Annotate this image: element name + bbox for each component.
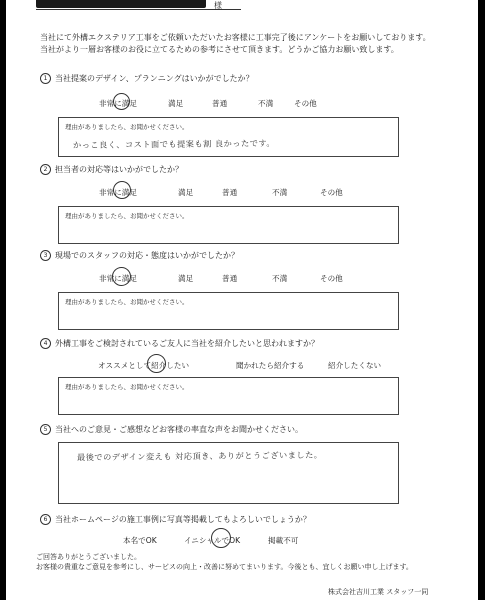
q6-option-initials[interactable]: イニシャルでOK bbox=[184, 536, 241, 545]
q2-option-very-satisfied[interactable]: 非常に満足 bbox=[99, 188, 137, 197]
q1-option-other[interactable]: その他 bbox=[294, 99, 317, 108]
question-text: 当社へのご意見・ご感想などお客様の率直な声をお聞かせください。 bbox=[55, 425, 303, 434]
question-4 bbox=[40, 338, 319, 349]
question-text: 当社提案のデザイン、プランニングはいかがでしたか？ bbox=[55, 74, 254, 83]
intro-line-1: 当社にて外構エクステリア工事をご依頼いただいたお客様に工事完了後にアンケートをお願いしております。 bbox=[40, 33, 431, 42]
q3-reason-box[interactable] bbox=[58, 292, 399, 330]
q5-handwritten-answer: 最後でのデザイン変えも 対応頂き、ありがとうございました。 bbox=[76, 449, 323, 463]
question-text: 外構工事をご検討されているご友人に当社を紹介したいと思われますか？ bbox=[55, 339, 319, 348]
question-6 bbox=[40, 514, 311, 525]
question-1 bbox=[40, 73, 254, 84]
q3-option-average[interactable]: 普通 bbox=[222, 274, 238, 283]
q3-option-dissatisfied[interactable]: 不満 bbox=[272, 274, 288, 283]
reason-label: 理由がありましたら、お聞かせください。 bbox=[65, 212, 189, 220]
q3-option-other[interactable]: その他 bbox=[320, 274, 343, 283]
q2-option-other[interactable]: その他 bbox=[320, 188, 343, 197]
question-text: 現場でのスタッフの対応・態度はいかがでしたか？ bbox=[55, 251, 239, 260]
q3-option-satisfied[interactable]: 満足 bbox=[178, 274, 194, 283]
question-text: 当社ホームページの施工事例に写真等掲載してもよろしいでしょうか？ bbox=[55, 515, 311, 524]
footer-thanks: ご回答ありがとうございました。 bbox=[36, 553, 141, 561]
footer-message: お客様の貴重なご意見を参考にし、サービスの向上・改善に努めてまいります。今後とも、宜しくお願い申し上げます。 bbox=[36, 563, 413, 571]
customer-name-line bbox=[36, 9, 241, 10]
q2-option-average[interactable]: 普通 bbox=[222, 188, 238, 197]
q2-option-dissatisfied[interactable]: 不満 bbox=[272, 188, 288, 197]
q1-option-very-satisfied[interactable]: 非常に満足 bbox=[99, 99, 137, 108]
q1-reason-box[interactable] bbox=[58, 117, 399, 157]
question-3 bbox=[40, 250, 239, 261]
q1-selection-mark bbox=[113, 93, 130, 110]
question-number: 1 bbox=[40, 73, 51, 84]
q4-option-recommend[interactable]: オススメとして紹介したい bbox=[98, 361, 190, 370]
intro-line-2: 当社がより一層お客様のお役に立てるための参考にさせて頂きます。どうかご協力お願い致します。 bbox=[40, 45, 399, 54]
company-signature: 株式会社吉川工業 スタッフ一同 bbox=[328, 588, 429, 596]
q2-option-satisfied[interactable]: 満足 bbox=[178, 188, 194, 197]
q1-handwritten-answer: かっこ良く、コスト面でも提案も割 良かったです。 bbox=[72, 137, 276, 151]
q2-selection-mark bbox=[113, 181, 131, 199]
q5-comment-box[interactable] bbox=[58, 442, 399, 504]
reason-label: 理由がありましたら、お聞かせください。 bbox=[65, 123, 189, 131]
question-number: 6 bbox=[40, 514, 51, 525]
q2-reason-box[interactable] bbox=[58, 206, 399, 244]
question-number: 2 bbox=[40, 164, 51, 175]
customer-name-redacted bbox=[36, 0, 206, 8]
q3-selection-mark bbox=[112, 267, 131, 286]
question-text: 担当者の対応等はいかがでしたか？ bbox=[55, 165, 183, 174]
q4-selection-mark bbox=[147, 354, 166, 373]
q1-option-satisfied[interactable]: 満足 bbox=[168, 99, 184, 108]
question-number: 4 bbox=[40, 338, 51, 349]
q4-option-if-asked[interactable]: 聞かれたら紹介する bbox=[236, 361, 305, 370]
survey-sheet bbox=[6, 0, 478, 600]
q1-option-dissatisfied[interactable]: 不満 bbox=[258, 99, 274, 108]
q6-option-real-name[interactable]: 本名でOK bbox=[123, 536, 157, 545]
question-number: 5 bbox=[40, 424, 51, 435]
q6-selection-mark bbox=[211, 528, 231, 548]
question-2 bbox=[40, 164, 183, 175]
question-number: 3 bbox=[40, 250, 51, 261]
q3-option-very-satisfied[interactable]: 非常に満足 bbox=[99, 274, 137, 283]
q6-option-not-allowed[interactable]: 掲載不可 bbox=[268, 536, 299, 545]
reason-label: 理由がありましたら、お聞かせください。 bbox=[65, 298, 189, 306]
q4-reason-box[interactable] bbox=[58, 377, 399, 415]
question-5 bbox=[40, 424, 303, 435]
honorific: 様 bbox=[214, 1, 222, 10]
reason-label: 理由がありましたら、お聞かせください。 bbox=[65, 383, 189, 391]
q1-option-average[interactable]: 普通 bbox=[212, 99, 228, 108]
q4-option-not-recommend[interactable]: 紹介したくない bbox=[328, 361, 382, 370]
